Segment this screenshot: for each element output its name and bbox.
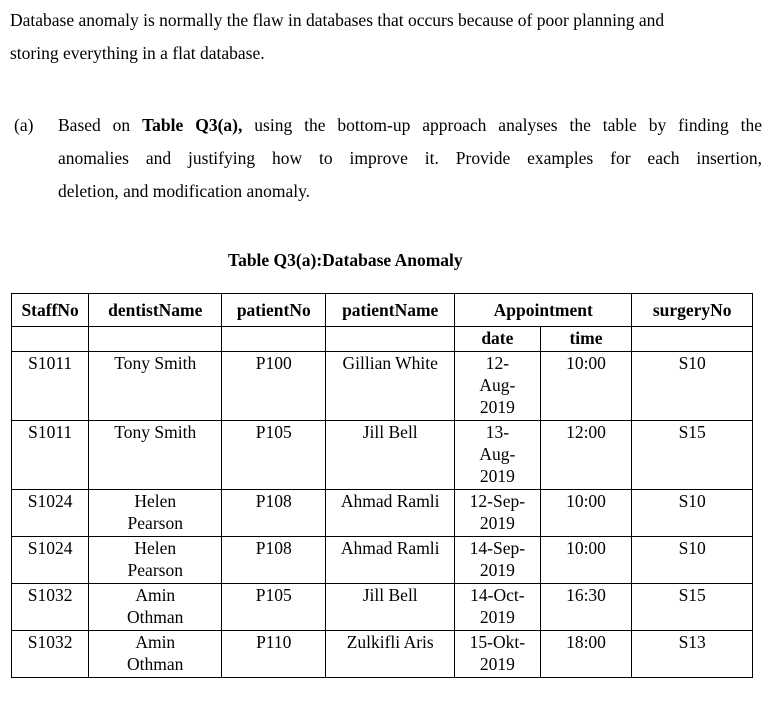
cell-surgery-no: S15 — [632, 421, 753, 490]
cell-date-line: 2019 — [479, 607, 515, 627]
subheader-empty — [89, 327, 222, 352]
cell-patient-no: P100 — [222, 352, 326, 421]
subheader-time: time — [540, 327, 632, 352]
cell-staff-no: S1011 — [12, 352, 89, 421]
cell-surgery-no: S10 — [632, 490, 753, 537]
cell-dentist-name — [89, 490, 222, 537]
cell-dentist-name: Tony Smith — [89, 352, 222, 421]
cell-time: 10:00 — [540, 352, 632, 421]
header-staff-no: StaffNo — [12, 294, 89, 327]
cell-date — [455, 537, 541, 584]
table-subheader-row — [12, 327, 753, 352]
cell-time: 12:00 — [540, 421, 632, 490]
cell-surgery-no: S10 — [632, 352, 753, 421]
cell-date — [455, 631, 541, 678]
cell-staff-no: S1032 — [12, 584, 89, 631]
cell-surgery-no: S10 — [632, 537, 753, 584]
cell-patient-name: Ahmad Ramli — [326, 537, 455, 584]
subheader-date: date — [455, 327, 541, 352]
cell-patient-name: Jill Bell — [326, 584, 455, 631]
cell-date-line: 12-Sep- — [469, 491, 526, 511]
cell-dentist-name — [89, 631, 222, 678]
cell-dentist-name-line: Helen — [134, 538, 177, 558]
cell-date-line: 2019 — [479, 397, 515, 417]
cell-date-line: 2019 — [479, 466, 515, 486]
cell-patient-no: P110 — [222, 631, 326, 678]
table-row — [12, 352, 753, 421]
table-row — [12, 584, 753, 631]
cell-patient-no: P105 — [222, 584, 326, 631]
cell-surgery-no: S15 — [632, 584, 753, 631]
cell-date-line: 2019 — [479, 513, 515, 533]
cell-dentist-name-line: Amin — [135, 585, 176, 605]
table-row — [12, 421, 753, 490]
question-line-1-rest: using the bottom-up approach analyses the table by finding the — [242, 115, 762, 135]
cell-date-line: 13- — [485, 422, 510, 442]
anomaly-table — [11, 293, 753, 678]
table-caption: Table Q3(a):Database Anomaly — [228, 250, 463, 270]
intro-line-1: Database anomaly is normally the flaw in databases that occurs because of poor planning and — [10, 10, 665, 30]
cell-dentist-name — [89, 537, 222, 584]
table-row — [12, 537, 753, 584]
header-dentist-name: dentistName — [89, 294, 222, 327]
header-surgery-no: surgeryNo — [632, 294, 753, 327]
cell-date-line: 12- — [485, 353, 510, 373]
question-prefix: Based on — [58, 115, 143, 135]
cell-time: 10:00 — [540, 537, 632, 584]
cell-date-line: Aug- — [479, 375, 516, 395]
cell-date — [455, 352, 541, 421]
cell-patient-no: P105 — [222, 421, 326, 490]
cell-patient-name: Zulkifli Aris — [326, 631, 455, 678]
cell-dentist-name-line: Helen — [134, 491, 177, 511]
cell-dentist-name: Tony Smith — [89, 421, 222, 490]
cell-date-line: 14-Oct- — [470, 585, 525, 605]
cell-patient-name: Gillian White — [326, 352, 455, 421]
cell-patient-no: P108 — [222, 537, 326, 584]
table-row — [12, 631, 753, 678]
cell-dentist-name-line: Othman — [127, 654, 184, 674]
cell-dentist-name-line: Amin — [135, 632, 176, 652]
header-patient-name: patientName — [326, 294, 455, 327]
cell-date-line: 2019 — [479, 654, 515, 674]
cell-dentist-name-line: Othman — [127, 607, 184, 627]
cell-staff-no: S1024 — [12, 490, 89, 537]
cell-patient-name: Ahmad Ramli — [326, 490, 455, 537]
intro-line-2: storing everything in a flat database. — [10, 43, 265, 63]
cell-date-line: Aug- — [479, 444, 516, 464]
cell-staff-no: S1011 — [12, 421, 89, 490]
subheader-empty — [326, 327, 455, 352]
cell-time: 10:00 — [540, 490, 632, 537]
cell-surgery-no: S13 — [632, 631, 753, 678]
cell-staff-no: S1032 — [12, 631, 89, 678]
cell-date — [455, 584, 541, 631]
subheader-empty — [12, 327, 89, 352]
cell-patient-name: Jill Bell — [326, 421, 455, 490]
header-patient-no: patientNo — [222, 294, 326, 327]
cell-date — [455, 490, 541, 537]
cell-dentist-name-line: Pearson — [127, 560, 183, 580]
cell-date-line: 15-Okt- — [469, 632, 526, 652]
question-label: (a) — [14, 115, 34, 135]
question-text — [58, 109, 762, 208]
question-line-3: deletion, and modification anomaly. — [58, 181, 311, 201]
table-row — [12, 490, 753, 537]
header-appointment: Appointment — [455, 294, 632, 327]
cell-date-line: 2019 — [479, 560, 515, 580]
cell-date — [455, 421, 541, 490]
cell-date-line: 14-Sep- — [469, 538, 526, 558]
cell-dentist-name-line: Pearson — [127, 513, 183, 533]
cell-patient-no: P108 — [222, 490, 326, 537]
cell-time: 18:00 — [540, 631, 632, 678]
subheader-empty — [222, 327, 326, 352]
cell-staff-no: S1024 — [12, 537, 89, 584]
table-header-row — [12, 294, 753, 327]
intro-paragraph — [10, 4, 765, 70]
question-line-2: anomalies and justifying how to improve it. Provide examples for each insertion, — [58, 148, 762, 168]
cell-dentist-name — [89, 584, 222, 631]
question-table-ref: Table Q3(a), — [142, 115, 243, 135]
subheader-empty — [632, 327, 753, 352]
cell-time: 16:30 — [540, 584, 632, 631]
question-line-1 — [58, 109, 762, 142]
